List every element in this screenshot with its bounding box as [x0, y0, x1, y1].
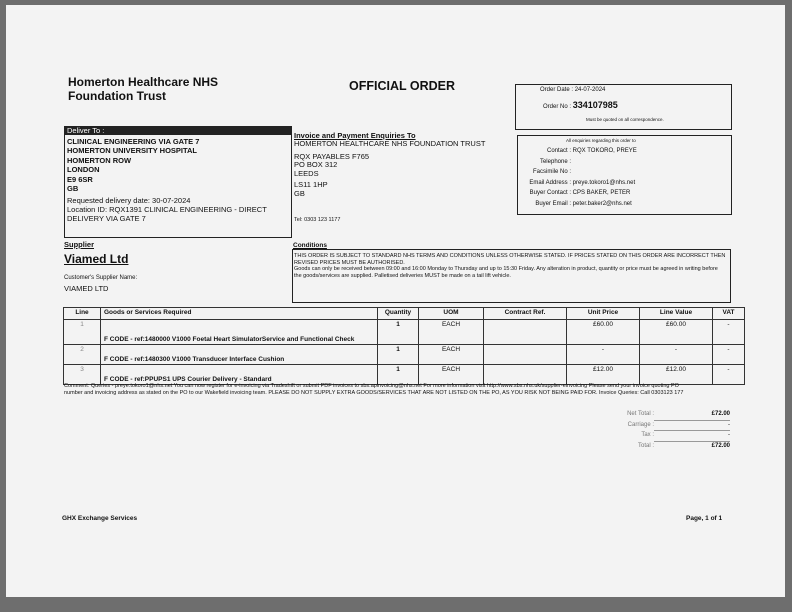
comment-text: Comment: Queries - preye.tokoro1@nhs.net You can now register for e-invoicing via Tradeshift or submit PDF invoices to sbs.apinvoicing@nhs.net For more information visit http://www.sbs.nhs.uk/supplier-einvoicing Please send your invoice quoting PO number and invoicing address as stated on the PO to our Wakefield invoicing team. PLEASE DO NOT SUPPLY EXTRA GOODS/SERVICES THAT ARE NOT LISTED ON THE PO, AS YOU RISK NOT BEING PAID FOR. Invoice Queries: Call 0303123 177: [64, 383, 684, 396]
conditions-heading: Conditions: [293, 242, 327, 249]
deliver-address: CLINICAL ENGINEERING VIA GATE 7 HOMERTON UNIVERSITY HOSPITAL HOMERTON ROW LONDON E9 6SR GB: [67, 137, 200, 194]
header-unit-price: Unit Price: [567, 308, 640, 320]
order-document: [6, 5, 785, 597]
order-note: Must be quoted on all correspondence.: [586, 117, 664, 122]
table-row: 1 F CODE - ref:1480000 V1000 Foetal Heart SimulatorService and Functional Check 1 EACH £60.00 £60.00 -: [64, 320, 745, 345]
header-goods: Goods or Services Required: [101, 308, 378, 320]
contact-header: All enquiries regarding this order to: [566, 138, 636, 143]
invoice-heading: Invoice and Payment Enquiries To: [294, 131, 416, 140]
requested-delivery-date: Requested delivery date: 30-07-2024: [67, 196, 191, 205]
order-number: Order No : 334107985: [543, 100, 618, 110]
contact-details: Contact : RQX TOKORO, PREYE Telephone : Facsimile No : Email Address : preye.tokoro1@nhs.net Buyer Contact : CPS BAKER, PETER Buyer Email : peter.baker2@nhs.net: [529, 148, 637, 207]
footer-page-number: Page, 1 of 1: [686, 515, 723, 522]
order-date: Order Date : 24-07-2024: [540, 87, 606, 93]
totals-row-net: Net Total : £72.00: [566, 410, 730, 421]
header-uom: UOM: [419, 308, 484, 320]
customer-supplier-label: Customer's Supplier Name:: [64, 275, 138, 281]
supplier-heading: Supplier: [64, 240, 95, 249]
totals-row-carriage: Carriage : -: [566, 421, 730, 432]
supplier-name: Viamed Ltd: [64, 252, 129, 266]
invoice-address: HOMERTON HEALTHCARE NHS FOUNDATION TRUST RQX PAYABLES F765 PO BOX 312 LEEDS LS11 1HP GB: [294, 139, 486, 198]
order-lines-table: [63, 307, 745, 385]
totals-row-total: Total : £72.00: [637, 442, 730, 449]
totals-block: [566, 410, 730, 451]
deliver-heading: Deliver To :: [67, 126, 105, 135]
table-row: 2 F CODE - ref:1480300 V1000 Transducer Interface Cushion 1 EACH - - -: [64, 345, 745, 365]
header-quantity: Quantity: [378, 308, 419, 320]
header-line-value: Line Value: [640, 308, 713, 320]
customer-supplier-name: VIAMED LTD: [64, 284, 109, 293]
header-vat: VAT: [713, 308, 745, 320]
delivery-location: Location ID: RQX1391 CLINICAL ENGINEERING - DIRECT DELIVERY VIA GATE 7: [67, 205, 267, 223]
conditions-text: THIS ORDER IS SUBJECT TO STANDARD NHS TERMS AND CONDITIONS UNLESS OTHERWISE STATED. IF PRICES STATED ON THIS ORDER ARE INCORRECT THEN REVISED PRICES MUST BE AUTHORISED. Goods can only be received between 09:00 and 16:00 Monday to Thursday and up to 15:30 Friday. Any alteration in product, quantity or price must be agreed in writing before the goods/services are supplied. Palletised deliveries MUST be made on a tail lift vehicle.: [294, 253, 726, 279]
header-contract-ref: Contract Ref.: [484, 308, 567, 320]
table-row: 3 F CODE - ref:PPUPS1 UPS Courier Delivery - Standard 1 EACH £12.00 £12.00 -: [64, 365, 745, 385]
header-line: Line: [64, 308, 101, 320]
totals-row-tax: Tax : -: [566, 431, 730, 442]
document-title: OFFICIAL ORDER: [349, 79, 456, 93]
invoice-telephone: Tel: 0303 123 1177: [294, 217, 341, 223]
footer-left: GHX Exchange Services: [62, 515, 138, 522]
issuer-name: Homerton Healthcare NHS Foundation Trust: [68, 75, 219, 103]
